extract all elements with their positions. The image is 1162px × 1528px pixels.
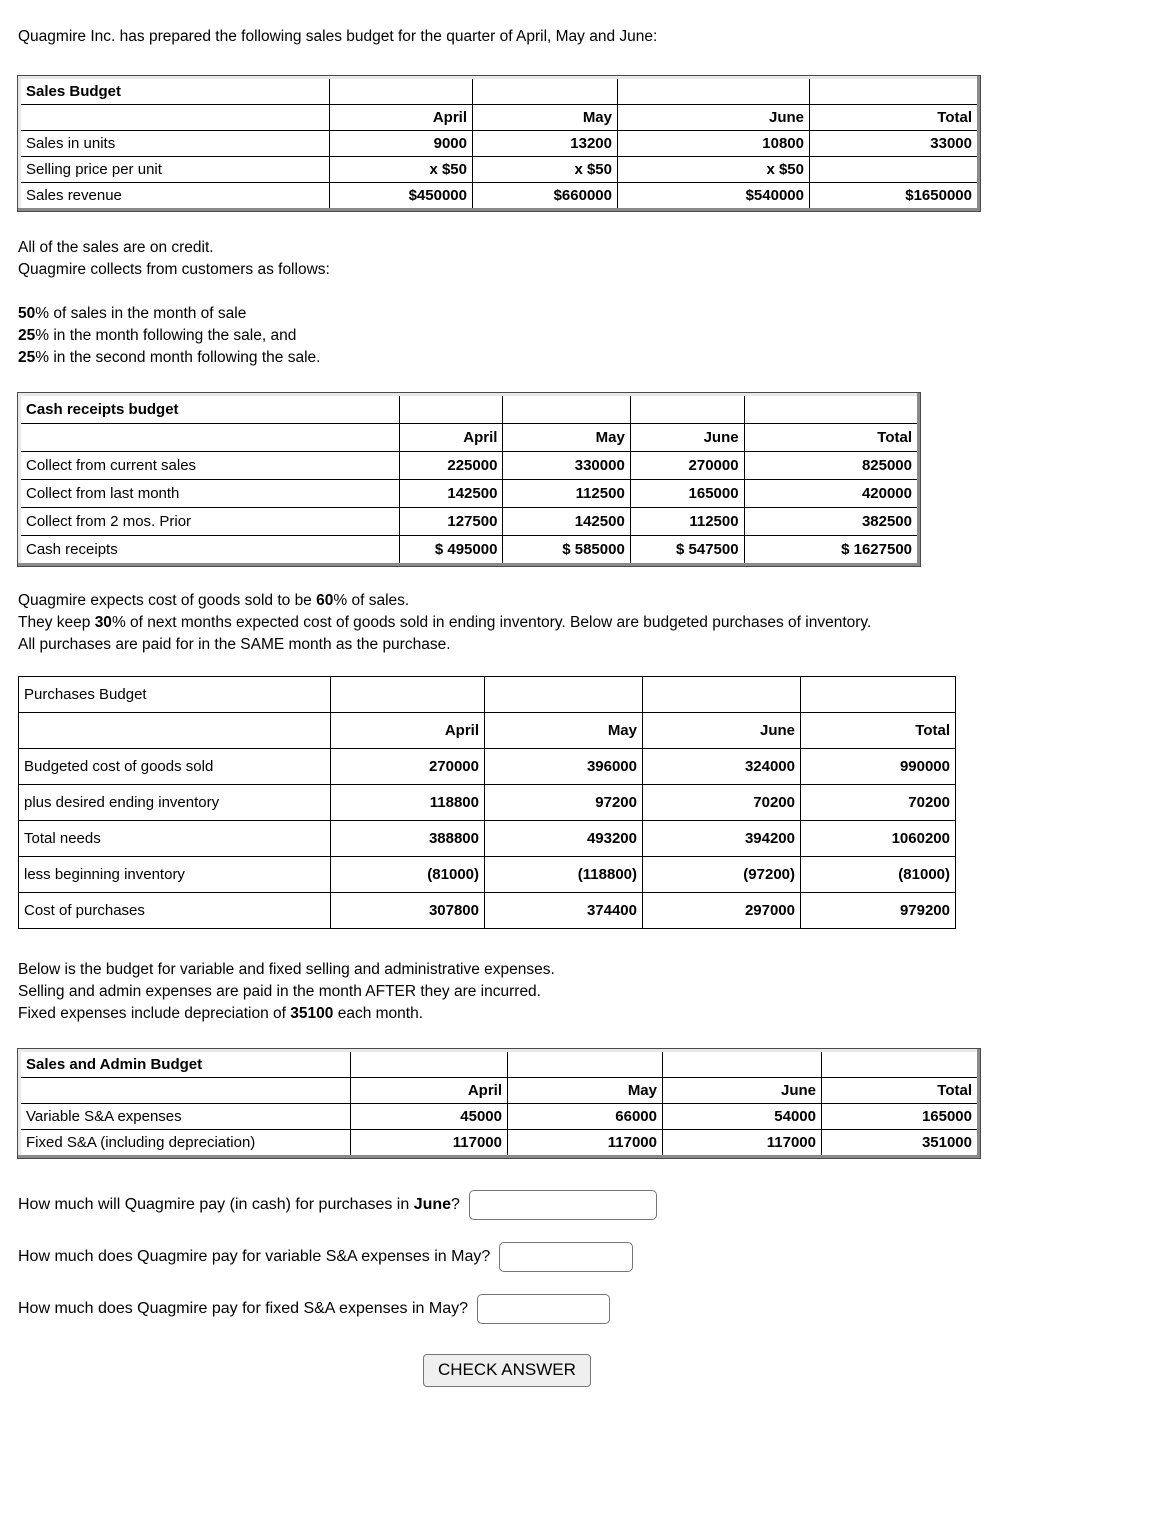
cell-value: 112500 — [503, 480, 630, 508]
cell-value: x $50 — [473, 157, 618, 183]
selling-admin-note — [18, 959, 1162, 1025]
cell-value: 97200 — [485, 785, 643, 821]
empty-cell — [618, 78, 810, 105]
column-header-total: Total — [822, 1078, 979, 1104]
collection-pct-1 — [18, 303, 1162, 325]
row-label: Sales revenue — [20, 183, 330, 210]
q1-text-after: ? — [451, 1196, 460, 1213]
table-header-row — [20, 1078, 979, 1104]
column-header-total: Total — [810, 105, 979, 131]
column-header-april: April — [330, 105, 473, 131]
purchases-budget-table — [18, 676, 956, 929]
cell-value: 165000 — [822, 1104, 979, 1130]
pct-3-text: % in the second month following the sale. — [35, 349, 321, 366]
answer-input-variable-sa-may[interactable] — [499, 1242, 633, 1272]
cell-value: 33000 — [810, 131, 979, 157]
column-header-may: May — [485, 713, 643, 749]
purchases-budget-title: Purchases Budget — [19, 677, 331, 713]
table-row — [19, 821, 956, 857]
row-label: Selling price per unit — [20, 157, 330, 183]
empty-cell — [485, 677, 643, 713]
row-label: plus desired ending inventory — [19, 785, 331, 821]
sa-line-2: Selling and admin expenses are paid in the month AFTER they are incurred. — [18, 983, 541, 1000]
question-label-1 — [18, 1196, 460, 1214]
sa-line-1: Below is the budget for variable and fixed selling and administrative expenses. — [18, 961, 555, 978]
cell-value: (97200) — [643, 857, 801, 893]
cell-value: 118800 — [331, 785, 485, 821]
table-row — [20, 395, 919, 424]
column-header-june: June — [663, 1078, 822, 1104]
column-header-june: June — [618, 105, 810, 131]
column-header-april: April — [331, 713, 485, 749]
cell-value: 142500 — [503, 508, 630, 536]
table-row — [20, 131, 979, 157]
row-label: Collect from last month — [20, 480, 400, 508]
answer-input-purchases-june[interactable] — [469, 1190, 657, 1220]
cell-value: 307800 — [331, 893, 485, 929]
cell-value: 117000 — [663, 1130, 822, 1157]
cell-value: 70200 — [643, 785, 801, 821]
check-answer-wrap — [18, 1354, 1162, 1387]
credit-line-2: Quagmire collects from customers as follows: — [18, 261, 330, 278]
cell-value: 270000 — [331, 749, 485, 785]
cell-value: (81000) — [801, 857, 956, 893]
question-row-fixed-sa-may — [18, 1292, 1162, 1326]
cell-value: 70200 — [801, 785, 956, 821]
table-header-row — [20, 424, 919, 452]
cell-value: 142500 — [400, 480, 503, 508]
cell-value: 324000 — [643, 749, 801, 785]
cell-value: 117000 — [351, 1130, 508, 1157]
column-header-june: June — [630, 424, 744, 452]
cash-receipts-title: Cash receipts budget — [20, 395, 400, 424]
empty-cell — [508, 1051, 663, 1078]
pct-2-text: % in the month following the sale, and — [35, 327, 297, 344]
cell-value: 127500 — [400, 508, 503, 536]
table-row — [20, 1051, 979, 1078]
cell-value: 493200 — [485, 821, 643, 857]
empty-cell — [822, 1051, 979, 1078]
table-header-row — [19, 713, 956, 749]
credit-line-1: All of the sales are on credit. — [18, 239, 214, 256]
cell-value: $540000 — [618, 183, 810, 210]
table-row — [19, 749, 956, 785]
sales-budget-table — [18, 76, 980, 211]
question-label-3: How much does Quagmire pay for fixed S&A expenses in May? — [18, 1300, 468, 1317]
question-row-purchases-june — [18, 1188, 1162, 1222]
sa-l3-c: each month. — [333, 1005, 423, 1022]
cell-value: $1650000 — [810, 183, 979, 210]
empty-cell — [503, 395, 630, 424]
empty-cell — [20, 1078, 351, 1104]
cogs-line-1 — [18, 590, 1162, 612]
empty-cell — [810, 78, 979, 105]
table-row — [20, 536, 919, 565]
column-header-april: April — [400, 424, 503, 452]
sales-admin-budget-table — [18, 1049, 980, 1158]
column-header-june: June — [643, 713, 801, 749]
row-label: Budgeted cost of goods sold — [19, 749, 331, 785]
empty-cell — [400, 395, 503, 424]
empty-cell — [663, 1051, 822, 1078]
collection-pct-3 — [18, 347, 1162, 369]
cogs-line-2 — [18, 612, 1162, 634]
empty-cell — [19, 713, 331, 749]
ending-inventory-pct: 30 — [94, 614, 112, 631]
cell-value: 396000 — [485, 749, 643, 785]
cell-value: 330000 — [503, 452, 630, 480]
table-row — [20, 508, 919, 536]
cogs-l1-a: Quagmire expects cost of goods sold to be — [18, 592, 317, 609]
table-row — [19, 857, 956, 893]
cogs-note — [18, 590, 1162, 656]
row-label: Sales in units — [20, 131, 330, 157]
row-label: Fixed S&A (including depreciation) — [20, 1130, 351, 1157]
pct-1-text: % of sales in the month of sale — [35, 305, 247, 322]
row-label: Variable S&A expenses — [20, 1104, 351, 1130]
pct-3-value: 25 — [18, 349, 36, 366]
cell-value: 66000 — [508, 1104, 663, 1130]
cell-value: 225000 — [400, 452, 503, 480]
cell-value: 990000 — [801, 749, 956, 785]
cell-value: 297000 — [643, 893, 801, 929]
cell-value: 10800 — [618, 131, 810, 157]
question-row-variable-sa-may — [18, 1240, 1162, 1274]
intro-paragraph — [18, 26, 1162, 48]
cell-value: 388800 — [331, 821, 485, 857]
empty-cell — [330, 78, 473, 105]
row-label: Collect from 2 mos. Prior — [20, 508, 400, 536]
table-header-row — [20, 105, 979, 131]
cell-value: 117000 — [508, 1130, 663, 1157]
column-header-may: May — [473, 105, 618, 131]
cogs-line-3: All purchases are paid for in the SAME month as the purchase. — [18, 636, 451, 653]
column-header-total: Total — [801, 713, 956, 749]
cogs-l2-c: % of next months expected cost of goods sold in ending inventory. Below are budgeted purchases of inventory. — [111, 614, 872, 631]
empty-cell — [20, 105, 330, 131]
check-answer-button[interactable]: CHECK ANSWER — [423, 1354, 591, 1387]
cell-value: $660000 — [473, 183, 618, 210]
cell-value: 394200 — [643, 821, 801, 857]
pct-1-value: 50 — [18, 305, 36, 322]
empty-cell — [473, 78, 618, 105]
pct-2-value: 25 — [18, 327, 36, 344]
cell-value: 382500 — [744, 508, 918, 536]
table-row — [19, 677, 956, 713]
empty-cell — [744, 395, 918, 424]
row-label: Cash receipts — [20, 536, 400, 565]
row-label: Cost of purchases — [19, 893, 331, 929]
cell-value: 13200 — [473, 131, 618, 157]
cell-value: 420000 — [744, 480, 918, 508]
empty-cell — [351, 1051, 508, 1078]
empty-cell — [643, 677, 801, 713]
sa-l3-a: Fixed expenses include depreciation of — [18, 1005, 291, 1022]
empty-cell — [801, 677, 956, 713]
row-label: Collect from current sales — [20, 452, 400, 480]
column-header-total: Total — [744, 424, 918, 452]
table-row — [20, 452, 919, 480]
table-row — [19, 893, 956, 929]
cell-value: 45000 — [351, 1104, 508, 1130]
row-label: less beginning inventory — [19, 857, 331, 893]
sa-line-3 — [18, 1003, 1162, 1025]
table-row — [19, 785, 956, 821]
cell-value: 112500 — [630, 508, 744, 536]
question-label-2: How much does Quagmire pay for variable S&A expenses in May? — [18, 1248, 491, 1265]
table-row — [20, 480, 919, 508]
cell-value: $ 1627500 — [744, 536, 918, 565]
table-row — [20, 1104, 979, 1130]
cell-value: 165000 — [630, 480, 744, 508]
cash-receipts-budget-table — [18, 393, 920, 566]
table-row — [20, 78, 979, 105]
table-row — [20, 183, 979, 210]
cell-value: 825000 — [744, 452, 918, 480]
cogs-l1-c: % of sales. — [333, 592, 410, 609]
column-header-may: May — [503, 424, 630, 452]
cell-value: (81000) — [331, 857, 485, 893]
cell-value: x $50 — [618, 157, 810, 183]
cogs-l2-a: They keep — [18, 614, 95, 631]
cell-value: (118800) — [485, 857, 643, 893]
collection-pct-2 — [18, 325, 1162, 347]
answer-input-fixed-sa-may[interactable] — [477, 1294, 610, 1324]
cell-value: 1060200 — [801, 821, 956, 857]
cell-value: 374400 — [485, 893, 643, 929]
cell-value: 54000 — [663, 1104, 822, 1130]
empty-cell — [20, 424, 400, 452]
cell-value: 351000 — [822, 1130, 979, 1157]
table-row — [20, 157, 979, 183]
cell-value: 9000 — [330, 131, 473, 157]
credit-terms-note — [18, 237, 1162, 369]
sales-budget-title: Sales Budget — [20, 78, 330, 105]
column-header-april: April — [351, 1078, 508, 1104]
empty-cell — [331, 677, 485, 713]
cell-value — [810, 157, 979, 183]
sales-admin-budget-title: Sales and Admin Budget — [20, 1051, 351, 1078]
q1-month: June — [413, 1196, 452, 1213]
cell-value: $ 547500 — [630, 536, 744, 565]
cell-value: 979200 — [801, 893, 956, 929]
depreciation-amount: 35100 — [290, 1005, 334, 1022]
cell-value: 270000 — [630, 452, 744, 480]
cogs-pct: 60 — [316, 592, 334, 609]
cell-value: $ 495000 — [400, 536, 503, 565]
column-header-may: May — [508, 1078, 663, 1104]
row-label: Total needs — [19, 821, 331, 857]
cell-value: $ 585000 — [503, 536, 630, 565]
q1-text-before: How much will Quagmire pay (in cash) for purchases in — [18, 1196, 414, 1213]
table-row — [20, 1130, 979, 1157]
intro-line-1: Quagmire Inc. has prepared the following sales budget for the quarter of April, May and June: — [18, 28, 658, 45]
cell-value: $450000 — [330, 183, 473, 210]
cell-value: x $50 — [330, 157, 473, 183]
empty-cell — [630, 395, 744, 424]
